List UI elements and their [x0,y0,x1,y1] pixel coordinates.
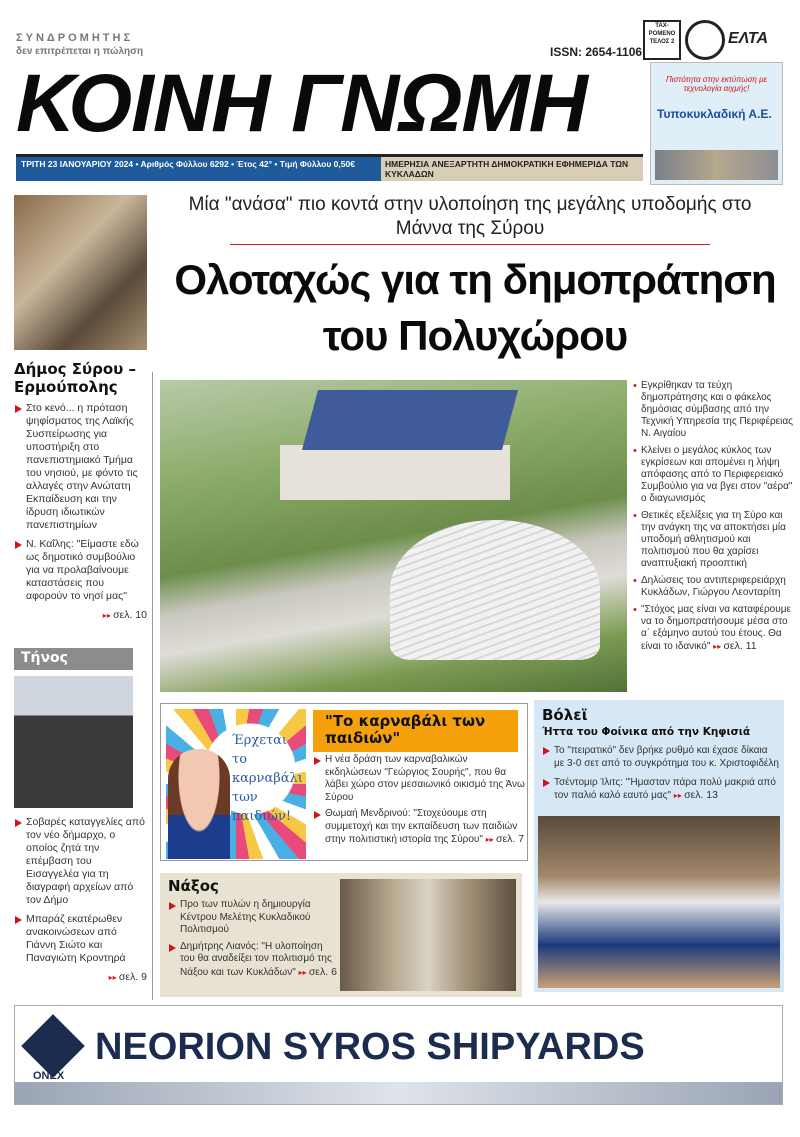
syros-section [14,360,147,622]
top-ad[interactable] [650,62,783,185]
page-ref[interactable]: ▸▸ σελ. 6 [299,966,337,978]
page-ref[interactable]: ▸▸ σελ. 13 [674,789,718,801]
list-item: Η νέα δράση των καρναβαλικών εκδηλώσεων "Γεώργιος Σουρής", που θα λάβει χώρο στον μεσαιωνικό οικισμό της Άνω Σύρου [313,754,525,804]
list-item: • Θετικές εξελίξεις για τη Σύρο και την ανάγκη της να αποκτήσει μία υποδομή αθλητισμού και πολιτισμού που θα χαρίσει αναπτυξιακή προοπτική [632,510,794,570]
info-strip [16,154,643,181]
page-ref[interactable]: ▸▸ σελ. 11 [713,640,756,652]
masthead-title: ΚΟΙΝΗ ΓΝΩΜΗ [16,58,587,149]
ad-brand: Τυποκυκλαδική Α.Ε. [657,107,772,121]
list-item: Θωμαή Μενδρινού: "Στοχεύουμε στη συμμετοχή και την εκπαίδευση των παιδιών στην πολιτιστική ιστορία της Σύρου" ▸▸ σελ. 7 [313,808,525,847]
ad-slogan: Πιστότητα στην εκτύπωση με τεχνολογία αιχμής! [665,75,767,93]
page-ref[interactable]: ▸▸ σελ. 7 [486,833,524,845]
main-kicker: Μία "ανάσα" πιο κοντά στην υλοποίηση της μεγάλης υποδομής στο Μάννα της Σύρου [188,194,752,239]
tinos-title: Τήνος [14,648,133,670]
statues-photo [340,879,516,991]
list-item: • Εγκρίθηκαν τα τεύχη δημοπράτησης και ο φάκελος δημόσιας σύμβασης από την Τεχνική Υπηρεσία της Περιφέρειας Ν. Αιγαίου [632,380,794,440]
list-item: Το "πειρατικό" δεν βρήκε ρυθμό και έχασε δίκαια με 3-0 σετ από το συγκρότημα του κ. Χριστοφιδέλη [542,744,780,770]
onex-label: ONEX [33,1070,65,1082]
list-item: Σοβαρές καταγγελίες από τον νέο δήμαρχο, ο οποίος ζητά την επέμβαση του Εισαγγελέα για τη διαγραφή αρχείων από τον Δήμο [14,816,147,907]
mayor-photo [14,676,133,808]
carnival-box [160,703,528,861]
page-ref[interactable]: ▸▸ σελ. 10 [14,609,147,622]
footer-band [15,1082,782,1104]
seal-icon [685,20,725,60]
naxos-title: Νάξος [168,877,219,895]
ad-photo [655,150,778,180]
naxos-box [160,873,522,997]
carnival-image-text: Έρχεται το καρναβάλι των παιδιών! [232,733,303,824]
list-item: • "Στόχος μας είναι να καταφέρουμε να το δημοπρατήσουμε μέσα στο α΄ εξάμηνο αυτού του έτους. Θα είναι το ιδανικό" ▸▸ σελ. 11 [632,604,794,653]
tinos-section [14,816,147,984]
volley-subtitle: Ήττα του Φοίνικα από την Κηφισιά [542,726,751,738]
carnival-photo [166,709,306,859]
carnival-title: "Το καρναβάλι των παιδιών" [313,710,518,752]
main-bullets [632,380,794,658]
column-divider [152,372,153,1000]
volley-title: Βόλεϊ [542,706,588,724]
issue-info: ΤΡΙΤΗ 23 ΙΑΝΟΥΑΡΙΟΥ 2024 • Αριθμός Φύλλου 6292 • Έτος 42° • Τιμή Φύλλου 0,50€ [16,157,381,181]
list-item: Στο κενό... η πρόταση ψηφίσματος της Λαϊκής Συσπείρωσης για υποστήριξη στο πανεπιστημιακό Τμήμα του νησιού, με φόντο τις αλλαγές στην Ανώτατη Εκπαίδευση και την ίδρυση ιδιωτικών πανεπιστημίων [14,402,147,532]
elta-logo: ΕΛΤΑ [728,30,769,47]
tagline: ΗΜΕΡΗΣΙΑ ΑΝΕΞΑΡΤΗΤΗ ΔΗΜΟΚΡΑΤΙΚΗ ΕΦΗΜΕΡΙΔΑ ΤΩΝ ΚΥΚΛΑΔΩΝ [381,157,643,181]
volleyball-photo [538,816,780,988]
list-item: • Δηλώσεις του αντιπεριφερειάρχη Κυκλάδων, Γιώργου Λεονταρίτη [632,575,794,599]
kicker-rule [230,244,710,245]
footer-ad[interactable] [14,1005,783,1105]
page-ref[interactable]: ▸▸ σελ. 9 [14,971,147,984]
list-item: Δημήτρης Λιανός: "Η υλοποίηση του θα αναδείξει τον πολιτισμό της Νάξου και των Κυκλάδων" ▸▸ σελ. 6 [168,941,338,980]
venue-render-image [160,380,627,692]
subscriber-label: ΣΥΝΔΡΟΜΗΤΗΣ [16,32,134,44]
not-for-sale-label: δεν επιτρέπεται η πώληση [16,46,144,57]
issn: ISSN: 2654-1106 [550,45,643,59]
syros-title: Δήμος Σύρου – Ερμούπολης [14,360,137,396]
list-item: Προ των πυλών η δημιουργία Κέντρου Μελέτης Κυκλαδικού Πολιτισμού [168,899,338,937]
council-photo [14,195,147,350]
main-headline: Ολοταχώς για τη δημοπράτηση του Πολυχώρου [174,256,776,359]
list-item: Μπαράζ εκατέρωθεν ανακοινώσεων από Γιάννη Σιώτο και Παναγιώτη Κροντηρά [14,913,147,965]
list-item: Ν. Καΐλης: "Είμαστε εδώ ως δημοτικό συμβούλιο για να προλαβαίνουμε καταστάσεις που αφορούν το νησί μας" [14,538,147,603]
postage-stamp: ΤΑΧ-ΡΟΜΕΝΟ ΤΕΛΟΣ 2 [643,20,681,60]
footer-ad-text: NEORION SYROS SHIPYARDS [95,1026,645,1068]
list-item: Τσέντομιρ Ίλιτς: "Ήμασταν πάρα πολύ μακριά από τον παλιό καλό εαυτό μας" ▸▸ σελ. 13 [542,776,780,802]
list-item: • Κλείνει ο μεγάλος κύκλος των εγκρίσεων και απομένει η λήψη απόφασης από το Περιφερειακό Συμβούλιο για να βγει στον "αέρα" ο διαγωνισμός [632,445,794,505]
volley-box [534,700,784,992]
onex-logo-icon [21,1014,85,1078]
